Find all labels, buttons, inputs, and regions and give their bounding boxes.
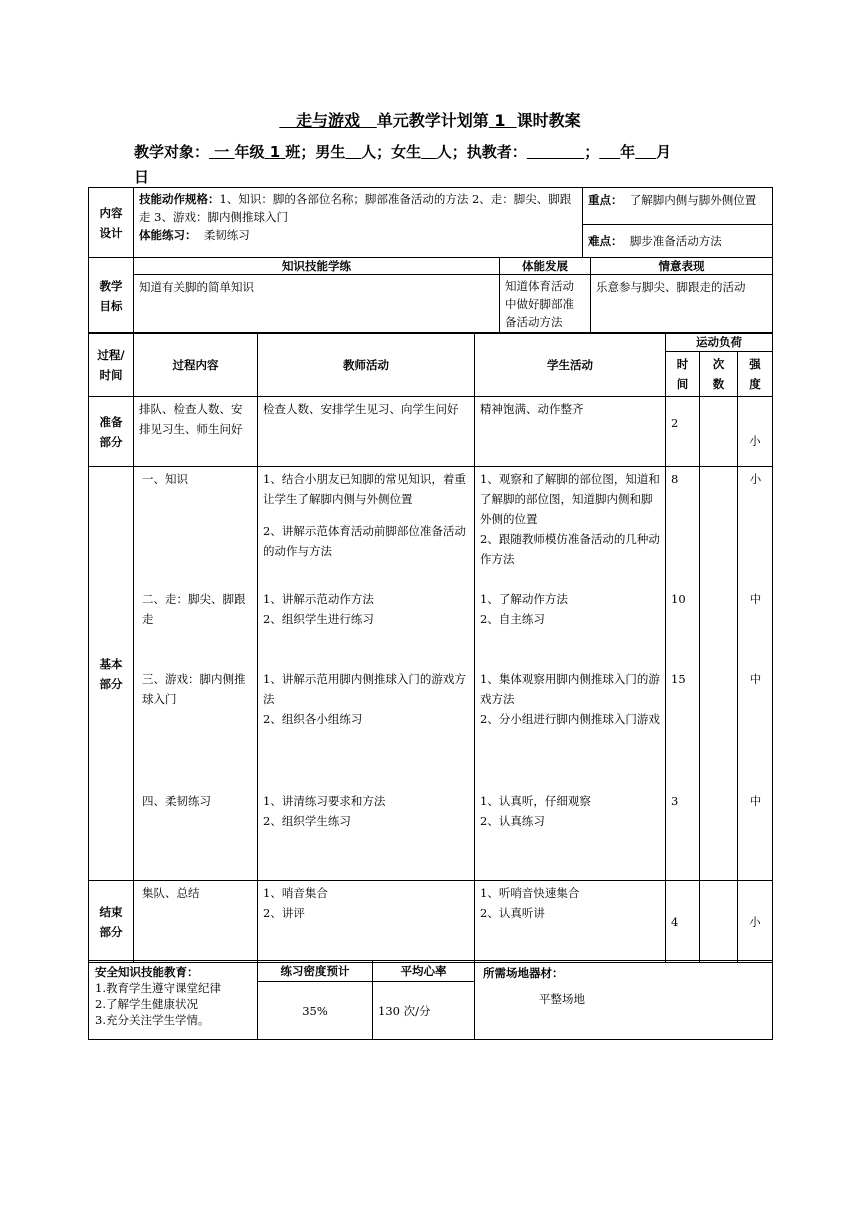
student-1-1: 1、观察和了解脚的部位图，知道和了解脚的部位图，知道脚内侧和脚外侧的位置	[480, 472, 660, 526]
teacher-1-2: 2、讲解示范体育活动前脚部位准备活动的动作与方法	[263, 524, 466, 558]
intensity-header: 强度	[738, 352, 773, 397]
basic-content-3: 三、游戏：脚内侧推球入门	[142, 672, 246, 706]
safety-cell	[89, 961, 258, 1040]
year-label: 年	[620, 143, 636, 161]
basic-label: 基本部分	[89, 467, 134, 881]
ending-row	[89, 881, 773, 963]
venue-cell	[475, 961, 773, 1040]
ending-label: 结束部分	[89, 881, 134, 963]
teacher-2-2: 2、组织学生进行练习	[263, 612, 374, 626]
student-2-2: 2、自主练习	[480, 612, 545, 626]
document-title	[0, 108, 860, 131]
skill-label: 技能动作规格：	[139, 192, 220, 206]
process-table	[88, 332, 773, 963]
fitness-label: 体能练习：	[139, 228, 197, 242]
teacher-4-2: 2、组织学生练习	[263, 814, 351, 828]
load-header: 运动负荷	[666, 333, 773, 352]
difficulty-label: 难点：	[588, 234, 623, 248]
difficulty-cell	[583, 225, 773, 258]
footer-table	[88, 960, 773, 1040]
basic-intensity	[738, 467, 773, 881]
grade-label: 年级	[234, 143, 265, 161]
venue-label: 所需场地器材：	[483, 966, 564, 980]
prep-content: 排队、检查人数、安排见习生、师生问好	[134, 397, 258, 467]
safety-item-1: 1.教育学生遵守课堂纪律	[95, 981, 221, 995]
objective-knowledge: 知道有关脚的简单知识	[134, 275, 500, 334]
ending-teacher-1: 1、哨音集合	[263, 886, 328, 900]
heart-rate-value: 130 次/分	[373, 982, 475, 1040]
ending-student-2: 2、认真听讲	[480, 906, 545, 920]
student-2-1: 1、了解动作方法	[480, 592, 568, 606]
safety-item-2: 2.了解学生健康状况	[95, 997, 198, 1011]
basic-time-4: 3	[671, 794, 679, 808]
teacher-header: 教师活动	[258, 333, 475, 397]
teacher-1-1: 1、结合小朋友已知脚的常见知识，着重让学生了解脚内侧与外侧位置	[263, 472, 466, 506]
skill-cell	[134, 188, 583, 258]
fitness-text: 柔韧练习	[203, 228, 250, 242]
safety-item-3: 3.充分关注学生学情。	[95, 1013, 210, 1027]
venue-value: 平整场地	[539, 992, 585, 1006]
safety-label: 安全知识技能教育：	[95, 965, 199, 979]
objective-affect: 乐意参与脚尖、脚跟走的活动	[591, 275, 773, 334]
basic-content-1: 一、知识	[142, 472, 188, 486]
prep-time: 2	[666, 397, 700, 467]
teaching-target-line: 教学对象： 一 年级 1 班；男生 人；女生 人；执教者： ； 年 月 日	[134, 143, 672, 186]
ending-time: 4	[666, 881, 700, 963]
objective-header-affect: 情意表现	[591, 258, 773, 275]
heart-rate-label: 平均心率	[373, 961, 475, 982]
grade-value: 一	[214, 143, 230, 161]
teacher-3-1: 1、讲解示范用脚内侧推球入门的游戏方法	[263, 672, 466, 706]
basic-student	[475, 467, 666, 881]
basic-teacher	[258, 467, 475, 881]
basic-row	[89, 467, 773, 881]
prep-label: 准备部分	[89, 397, 134, 467]
student-header: 学生活动	[475, 333, 666, 397]
ending-student-1: 1、听哨音快速集合	[480, 886, 580, 900]
basic-time	[666, 467, 700, 881]
target-label: 教学对象：	[134, 143, 210, 161]
basic-content-4: 四、柔韧练习	[142, 794, 211, 808]
basic-intensity-4: 中	[749, 794, 762, 808]
day-label: 日	[134, 168, 150, 186]
basic-count	[700, 467, 738, 881]
key-text: 了解脚内侧与脚外侧位置	[629, 193, 757, 207]
key-point-cell	[583, 188, 773, 225]
difficulty-text: 脚步准备活动方法	[629, 234, 722, 248]
class-label: 班；男生	[285, 143, 346, 161]
girls-label: 人；执教者：	[436, 143, 527, 161]
objective-fitness: 知道体育活动中做好脚部准备活动方法	[500, 275, 591, 334]
key-label: 重点：	[588, 193, 623, 207]
lesson-number: 1	[494, 111, 506, 130]
title-end: 课时教案	[516, 111, 581, 130]
teacher-4-1: 1、讲清练习要求和方法	[263, 794, 386, 808]
ending-count	[700, 881, 738, 963]
unit-name: 走与游戏	[296, 111, 361, 130]
objectives-label: 教学目标	[89, 258, 134, 334]
basic-time-2: 10	[671, 592, 686, 606]
ending-intensity: 小	[738, 881, 773, 963]
student-3-2: 2、分小组进行脚内侧推球入门游戏	[480, 712, 660, 726]
class-value: 1	[269, 143, 281, 161]
prep-student: 精神饱满、动作整齐	[475, 397, 666, 467]
objective-header-knowledge: 知识技能学练	[134, 258, 500, 275]
prep-row	[89, 397, 773, 467]
prep-teacher: 检查人数、安排学生见习、向学生问好	[258, 397, 475, 467]
basic-content-2: 二、走：脚尖、脚跟走	[142, 592, 246, 626]
basic-time-3: 15	[671, 672, 686, 686]
student-1-2: 2、跟随教师模仿准备活动的几种动作方法	[480, 532, 660, 566]
count-header: 次数	[700, 352, 738, 397]
basic-intensity-2: 中	[749, 592, 762, 606]
student-3-1: 1、集体观察用脚内侧推球入门的游戏方法	[480, 672, 660, 706]
phase-header: 过程/时间	[89, 333, 134, 397]
design-table	[88, 187, 773, 334]
prep-count	[700, 397, 738, 467]
month-label: 月	[656, 143, 672, 161]
basic-intensity-1: 小	[749, 472, 762, 486]
content-header: 过程内容	[134, 333, 258, 397]
basic-time-1: 8	[671, 472, 679, 486]
basic-intensity-3: 中	[749, 672, 762, 686]
prep-intensity: 小	[738, 397, 773, 467]
time-header: 时间	[666, 352, 700, 397]
ending-content: 集队、总结	[134, 881, 258, 963]
student-4-2: 2、认真练习	[480, 814, 545, 828]
density-value: 35%	[258, 982, 373, 1040]
student-4-1: 1、认真听，仔细观察	[480, 794, 591, 808]
title-mid: 单元教学计划第	[376, 111, 489, 130]
ending-teacher-2: 2、讲评	[263, 906, 305, 920]
teacher-3-2: 2、组织各小组练习	[263, 712, 363, 726]
basic-content	[134, 467, 258, 881]
ending-teacher	[258, 881, 475, 963]
boys-label: 人；女生	[361, 143, 422, 161]
density-label: 练习密度预计	[258, 961, 373, 982]
skill-text: 1、知识：脚的各部位名称；脚部准备活动的方法 2、走：脚尖、脚跟走 3、游戏：脚内侧推球入门	[139, 192, 572, 224]
content-design-label: 内容设计	[89, 188, 134, 258]
objective-header-fitness: 体能发展	[500, 258, 591, 275]
teacher-2-1: 1、讲解示范动作方法	[263, 592, 374, 606]
ending-student	[475, 881, 666, 963]
